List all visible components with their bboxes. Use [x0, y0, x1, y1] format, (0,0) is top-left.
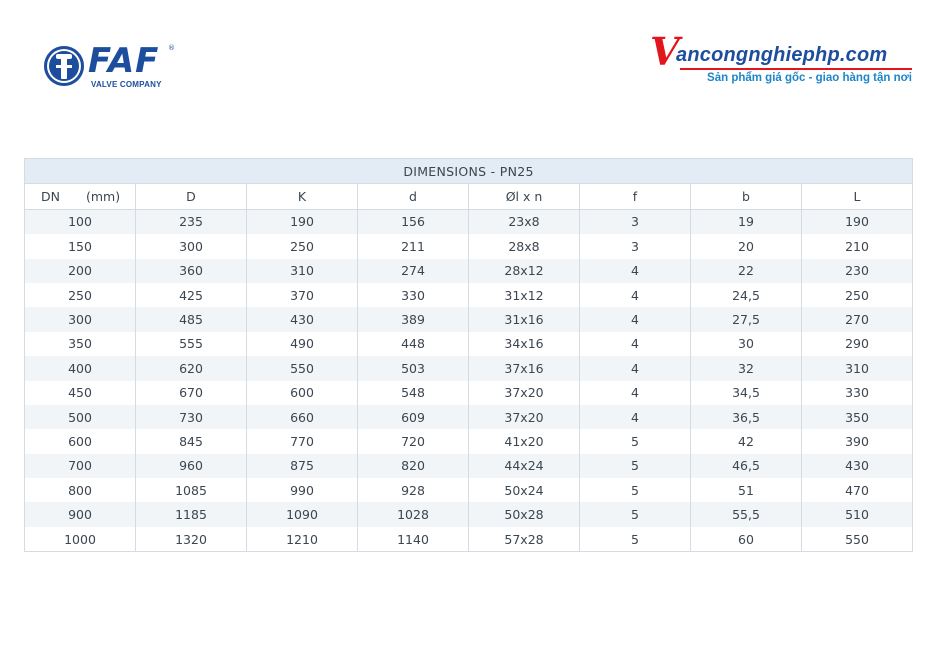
cell-f: 5	[580, 527, 691, 552]
cell-d-outer: 300	[136, 234, 247, 258]
cell-d-inner: 274	[358, 259, 469, 283]
dn-label: DN	[41, 189, 60, 205]
cell-l: 310	[802, 356, 913, 380]
cell-b: 55,5	[691, 502, 802, 526]
dn-unit: (mm)	[85, 189, 121, 205]
cell-bolt-holes: 23x8	[469, 209, 580, 234]
column-header-f: f	[580, 184, 691, 209]
cell-f: 3	[580, 234, 691, 258]
cell-k: 550	[247, 356, 358, 380]
vancongnghiephp-logo	[650, 29, 912, 90]
cell-d-inner: 548	[358, 381, 469, 405]
table-header-row	[25, 184, 913, 209]
table-row	[25, 283, 913, 307]
cell-k: 770	[247, 429, 358, 453]
cell-dn: 100	[25, 209, 136, 234]
cell-bolt-holes: 50x24	[469, 478, 580, 502]
table-row	[25, 405, 913, 429]
cell-d-inner: 1140	[358, 527, 469, 552]
cell-d-inner: 330	[358, 283, 469, 307]
cell-l: 250	[802, 283, 913, 307]
cell-b: 36,5	[691, 405, 802, 429]
cell-d-inner: 156	[358, 209, 469, 234]
table-row	[25, 307, 913, 331]
cell-bolt-holes: 37x20	[469, 405, 580, 429]
cell-l: 190	[802, 209, 913, 234]
cell-d-inner: 389	[358, 307, 469, 331]
vcn-site-name: ancongnghiephp.com	[676, 44, 888, 66]
cell-d-inner: 503	[358, 356, 469, 380]
cell-d-outer: 425	[136, 283, 247, 307]
cell-k: 370	[247, 283, 358, 307]
cell-k: 310	[247, 259, 358, 283]
cell-k: 430	[247, 307, 358, 331]
cell-k: 190	[247, 209, 358, 234]
cell-d-outer: 1320	[136, 527, 247, 552]
column-header-d-inner: d	[358, 184, 469, 209]
cell-d-outer: 1185	[136, 502, 247, 526]
table-body	[25, 209, 913, 551]
faf-logo	[44, 41, 184, 90]
cell-b: 46,5	[691, 454, 802, 478]
cell-dn: 250	[25, 283, 136, 307]
cell-l: 210	[802, 234, 913, 258]
cell-dn: 200	[25, 259, 136, 283]
cell-f: 5	[580, 502, 691, 526]
cell-bolt-holes: 31x12	[469, 283, 580, 307]
cell-d-inner: 448	[358, 332, 469, 356]
table-row	[25, 381, 913, 405]
table-row	[25, 429, 913, 453]
faf-logo-text: FAF	[88, 41, 160, 81]
cell-bolt-holes: 28x8	[469, 234, 580, 258]
cell-d-inner: 928	[358, 478, 469, 502]
table-row	[25, 332, 913, 356]
vcn-logo-underline	[680, 68, 912, 70]
cell-l: 510	[802, 502, 913, 526]
cell-d-outer: 960	[136, 454, 247, 478]
cell-b: 20	[691, 234, 802, 258]
table-row	[25, 527, 913, 552]
cell-dn: 700	[25, 454, 136, 478]
cell-dn: 150	[25, 234, 136, 258]
cell-d-inner: 720	[358, 429, 469, 453]
cell-d-outer: 1085	[136, 478, 247, 502]
table-row	[25, 356, 913, 380]
cell-bolt-holes: 50x28	[469, 502, 580, 526]
cell-bolt-holes: 37x16	[469, 356, 580, 380]
cell-f: 5	[580, 478, 691, 502]
faf-logo-subtitle: VALVE COMPANY	[91, 80, 162, 89]
cell-d-outer: 555	[136, 332, 247, 356]
cell-k: 875	[247, 454, 358, 478]
cell-f: 5	[580, 454, 691, 478]
cell-f: 4	[580, 381, 691, 405]
cell-f: 5	[580, 429, 691, 453]
cell-d-outer: 485	[136, 307, 247, 331]
cell-dn: 350	[25, 332, 136, 356]
cell-bolt-holes: 31x16	[469, 307, 580, 331]
vcn-logo-initial: V	[650, 29, 680, 74]
cell-l: 430	[802, 454, 913, 478]
cell-f: 4	[580, 307, 691, 331]
cell-l: 290	[802, 332, 913, 356]
cell-l: 350	[802, 405, 913, 429]
cell-d-inner: 609	[358, 405, 469, 429]
cell-f: 4	[580, 283, 691, 307]
cell-l: 390	[802, 429, 913, 453]
cell-d-inner: 820	[358, 454, 469, 478]
cell-k: 490	[247, 332, 358, 356]
cell-f: 4	[580, 259, 691, 283]
cell-b: 34,5	[691, 381, 802, 405]
cell-bolt-holes: 57x28	[469, 527, 580, 552]
column-header-b: b	[691, 184, 802, 209]
cell-dn: 1000	[25, 527, 136, 552]
cell-b: 42	[691, 429, 802, 453]
valve-cross-logo-icon	[44, 46, 84, 86]
cell-b: 19	[691, 209, 802, 234]
cell-k: 1090	[247, 502, 358, 526]
cell-d-inner: 211	[358, 234, 469, 258]
cell-k: 1210	[247, 527, 358, 552]
table-row	[25, 234, 913, 258]
column-header-k: K	[247, 184, 358, 209]
cell-d-outer: 730	[136, 405, 247, 429]
cell-k: 600	[247, 381, 358, 405]
cell-b: 51	[691, 478, 802, 502]
cell-d-outer: 845	[136, 429, 247, 453]
vcn-slogan: Sản phẩm giá gốc - giao hàng tận nơi	[707, 72, 912, 84]
cell-f: 4	[580, 332, 691, 356]
cell-b: 24,5	[691, 283, 802, 307]
cell-f: 3	[580, 209, 691, 234]
cell-dn: 500	[25, 405, 136, 429]
cell-d-outer: 235	[136, 209, 247, 234]
cell-l: 230	[802, 259, 913, 283]
cell-b: 22	[691, 259, 802, 283]
cell-d-outer: 360	[136, 259, 247, 283]
column-header-bolt-holes: Øl x n	[469, 184, 580, 209]
cell-l: 270	[802, 307, 913, 331]
column-header-d-outer: D	[136, 184, 247, 209]
cell-dn: 450	[25, 381, 136, 405]
table-row	[25, 259, 913, 283]
cell-dn: 600	[25, 429, 136, 453]
cell-b: 30	[691, 332, 802, 356]
cell-dn: 800	[25, 478, 136, 502]
cell-dn: 300	[25, 307, 136, 331]
cell-bolt-holes: 37x20	[469, 381, 580, 405]
table-row	[25, 454, 913, 478]
cell-bolt-holes: 28x12	[469, 259, 580, 283]
cell-b: 32	[691, 356, 802, 380]
cell-l: 330	[802, 381, 913, 405]
cell-bolt-holes: 44x24	[469, 454, 580, 478]
cell-k: 250	[247, 234, 358, 258]
registered-mark: ®	[168, 44, 175, 52]
cell-b: 60	[691, 527, 802, 552]
cell-l: 470	[802, 478, 913, 502]
dimensions-table-container	[24, 158, 912, 552]
cell-b: 27,5	[691, 307, 802, 331]
table-row	[25, 478, 913, 502]
cell-l: 550	[802, 527, 913, 552]
cell-f: 4	[580, 356, 691, 380]
dimensions-table	[24, 158, 913, 552]
cell-bolt-holes: 41x20	[469, 429, 580, 453]
cell-d-outer: 670	[136, 381, 247, 405]
column-header-dn	[25, 184, 136, 209]
cell-d-outer: 620	[136, 356, 247, 380]
table-row	[25, 209, 913, 234]
cell-d-inner: 1028	[358, 502, 469, 526]
cell-dn: 400	[25, 356, 136, 380]
table-title: DIMENSIONS - PN25	[25, 159, 913, 184]
cell-dn: 900	[25, 502, 136, 526]
column-header-l: L	[802, 184, 913, 209]
cell-k: 660	[247, 405, 358, 429]
cell-bolt-holes: 34x16	[469, 332, 580, 356]
cell-k: 990	[247, 478, 358, 502]
cell-f: 4	[580, 405, 691, 429]
table-row	[25, 502, 913, 526]
